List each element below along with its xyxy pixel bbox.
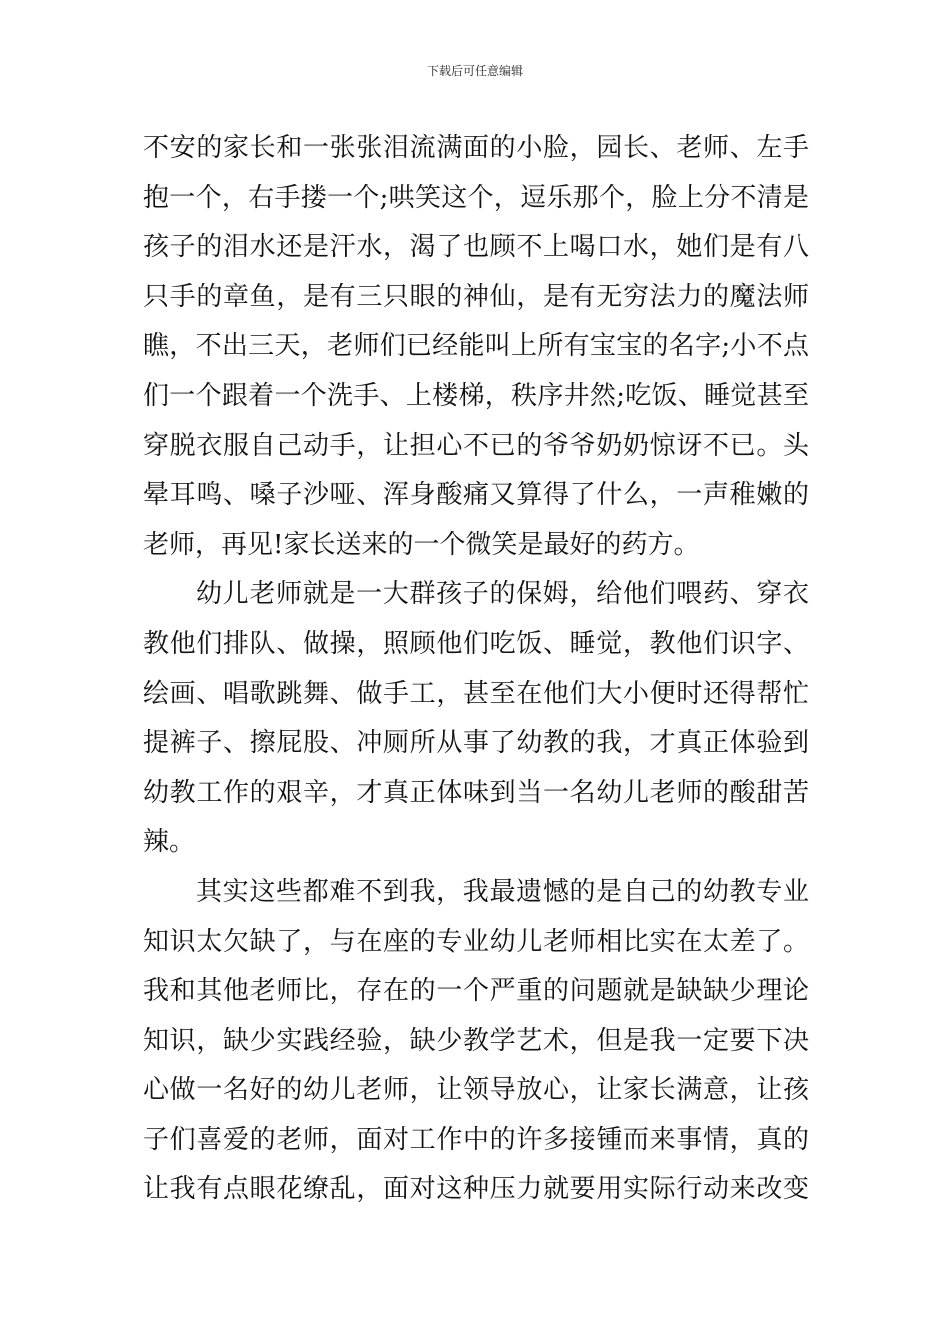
text-line: 心做一名好的幼儿老师，让领导放心，让家长满意，让孩 <box>143 1075 809 1106</box>
text-line: 知识，缺少实践经验，缺少教学艺术，但是我一定要下决 <box>143 1025 809 1056</box>
text-line: 让我有点眼花缭乱，面对这种压力就要用实际行动来改变 <box>143 1174 809 1205</box>
text-line: 幼教工作的艰辛，才真正体味到当一名幼儿老师的酸甜苦 <box>143 777 809 808</box>
text-line: 教他们排队、做操，照顾他们吃饭、睡觉，教他们识字、 <box>143 628 809 659</box>
text-line: 知识太欠缺了，与在座的专业幼儿老师相比实在太差了。 <box>143 926 809 957</box>
text-line: 辣。 <box>143 827 196 858</box>
text-line: 瞧，不出三天，老师们已经能叫上所有宝宝的名字;小不点 <box>143 331 809 362</box>
text-line: 晕耳鸣、嗓子沙哑、浑身酸痛又算得了什么，一声稚嫩的 <box>143 480 809 511</box>
paragraph-first-line: 幼儿老师就是一大群孩子的保姆，给他们喂药、穿衣 <box>196 579 809 610</box>
text-line: 穿脱衣服自己动手，让担心不已的爷爷奶奶惊讶不已。头 <box>143 430 809 461</box>
text-line: 子们喜爱的老师，面对工作中的许多接锺而来事情，真的 <box>143 1124 809 1155</box>
text-line: 提裤子、擦屁股、冲厕所从事了幼教的我，才真正体验到 <box>143 728 809 759</box>
text-line: 抱一个，右手搂一个;哄笑这个，逗乐那个，脸上分不清是 <box>143 182 809 213</box>
paragraph-first-line: 其实这些都难不到我，我最遗憾的是自己的幼教专业 <box>196 876 809 907</box>
text-line: 孩子的泪水还是汗水，渴了也顾不上喝口水，她们是有八 <box>143 232 809 263</box>
text-line: 老师，再见!家长送来的一个微笑是最好的药方。 <box>143 529 700 560</box>
page-header: 下载后可任意编辑 <box>426 64 523 78</box>
text-line: 我和其他老师比，存在的一个严重的问题就是缺缺少理论 <box>143 976 809 1007</box>
body-text <box>143 124 809 1215</box>
text-line: 不安的家长和一张张泪流满面的小脸，园长、老师、左手 <box>143 133 809 163</box>
text-line: 们一个跟着一个洗手、上楼梯，秩序井然;吃饭、睡觉甚至 <box>143 380 809 411</box>
text-line: 绘画、唱歌跳舞、做手工，甚至在他们大小便时还得帮忙 <box>143 678 809 709</box>
text-line: 只手的章鱼，是有三只眼的神仙，是有无穷法力的魔法师 <box>143 281 809 312</box>
